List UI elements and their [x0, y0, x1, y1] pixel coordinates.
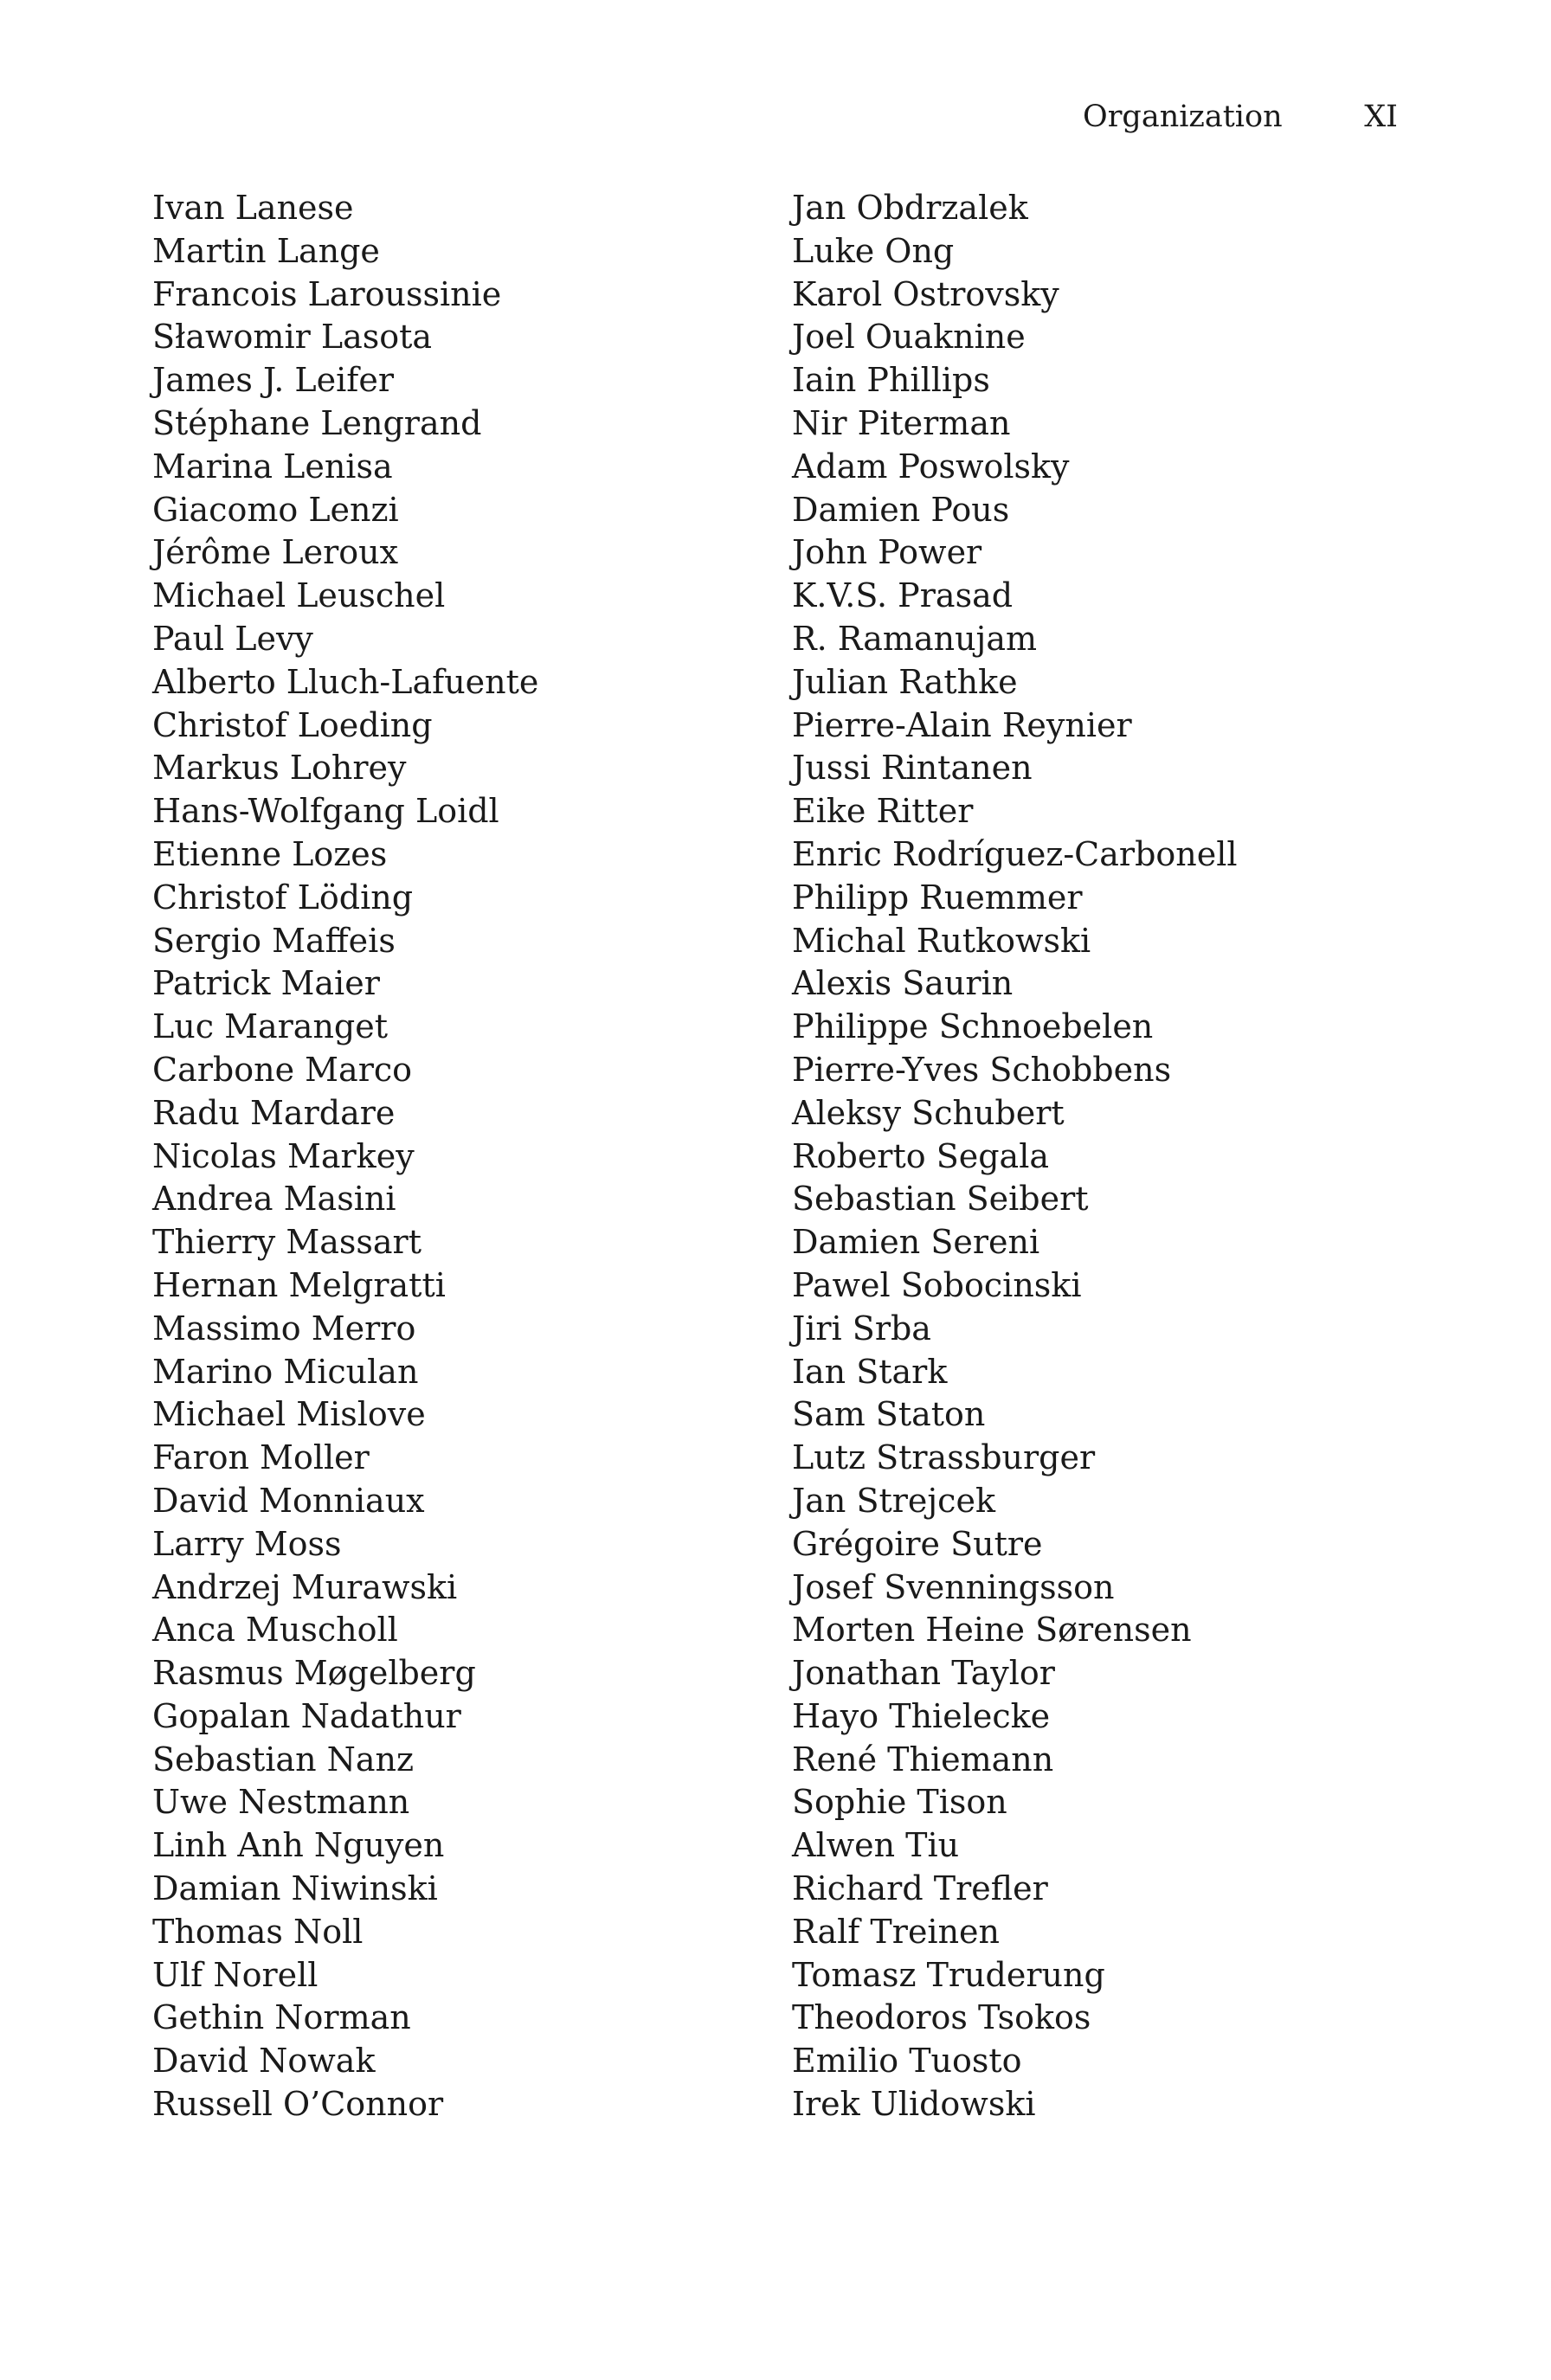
name-entry: Andrzej Murawski	[152, 1567, 458, 1606]
name-entry: David Monniaux	[152, 1481, 425, 1520]
name-entry: Sophie Tison	[792, 1783, 1007, 1822]
name-entry: Jiri Srba	[792, 1309, 931, 1348]
name-entry: Jan Obdrzalek	[792, 189, 1028, 227]
name-entry: Hernan Melgratti	[152, 1265, 446, 1304]
name-entry: Christof Loeding	[152, 705, 433, 744]
name-entry: Ralf Treinen	[792, 1912, 1001, 1951]
name-entry: Sergio Maffeis	[152, 921, 396, 960]
name-entry: Enric Rodríguez-Carbonell	[792, 834, 1238, 873]
name-entry: Josef Svenningsson	[792, 1567, 1115, 1606]
name-entry: Jussi Rintanen	[792, 749, 1033, 788]
name-entry: Julian Rathke	[792, 662, 1018, 701]
name-entry: Pierre-Yves Schobbens	[792, 1050, 1172, 1089]
name-entry: K.V.S. Prasad	[792, 576, 1014, 615]
name-entry: Sławomir Lasota	[152, 318, 433, 357]
name-entry: Larry Moss	[152, 1524, 342, 1563]
name-entry: Michael Mislove	[152, 1395, 426, 1434]
name-entry: Gethin Norman	[152, 1998, 411, 2037]
name-entry: Thierry Massart	[152, 1223, 422, 1262]
name-entry: John Power	[792, 533, 982, 572]
name-entry: Damien Sereni	[792, 1223, 1040, 1262]
name-entry: Roberto Segala	[792, 1136, 1050, 1175]
name-entry: Uwe Nestmann	[152, 1783, 410, 1822]
name-entry: Francois Laroussinie	[152, 274, 502, 313]
name-entry: Thomas Noll	[152, 1912, 364, 1951]
name-entry: Tomasz Truderung	[792, 1955, 1105, 1994]
running-head	[1083, 97, 1398, 137]
name-entry: Theodoros Tsokos	[792, 1998, 1091, 2037]
name-entry: David Nowak	[152, 2042, 376, 2081]
names-column-right	[792, 187, 1398, 2126]
name-entry: Michael Leuschel	[152, 576, 446, 615]
name-entry: Paul Levy	[152, 619, 313, 658]
name-entry: Pawel Sobocinski	[792, 1265, 1082, 1304]
name-entry: Gopalan Nadathur	[152, 1696, 461, 1735]
name-entry: Philippe Schnoebelen	[792, 1007, 1154, 1046]
name-entry: Sebastian Nanz	[152, 1740, 415, 1779]
name-entry: Hayo Thielecke	[792, 1696, 1051, 1735]
name-entry: R. Ramanujam	[792, 619, 1038, 658]
name-entry: Giacomo Lenzi	[152, 490, 399, 529]
name-entry: Ulf Norell	[152, 1955, 319, 1994]
name-entry: Emilio Tuosto	[792, 2042, 1022, 2081]
name-entry: Philipp Ruemmer	[792, 878, 1083, 917]
name-entry: Andrea Masini	[152, 1180, 396, 1219]
name-entry: Michal Rutkowski	[792, 921, 1091, 960]
name-entry: Nir Piterman	[792, 403, 1011, 442]
name-entry: Marina Lenisa	[152, 447, 393, 486]
name-entry: James J. Leifer	[152, 361, 395, 400]
name-entry: Jan Strejcek	[792, 1481, 995, 1520]
name-entry: Anca Muscholl	[152, 1611, 398, 1650]
section-title: Organization	[1083, 100, 1283, 134]
name-entry: Patrick Maier	[152, 964, 380, 1003]
name-entry: Luc Maranget	[152, 1007, 389, 1046]
name-entry: Adam Poswolsky	[792, 447, 1070, 486]
name-entry: Iain Phillips	[792, 361, 990, 400]
name-entry: Aleksy Schubert	[792, 1093, 1065, 1132]
name-entry: Linh Anh Nguyen	[152, 1826, 445, 1865]
name-entry: Irek Ulidowski	[792, 2085, 1036, 2124]
name-entry: Jérôme Leroux	[152, 533, 399, 572]
name-entry: Nicolas Markey	[152, 1136, 415, 1175]
name-entry: Rasmus Møgelberg	[152, 1654, 476, 1693]
name-entry: Markus Lohrey	[152, 749, 407, 788]
name-entry: Damian Niwinski	[152, 1869, 438, 1908]
name-entry: Hans-Wolfgang Loidl	[152, 792, 499, 831]
name-entry: Grégoire Sutre	[792, 1524, 1043, 1563]
name-entry: Damien Pous	[792, 490, 1010, 529]
name-entry: Faron Moller	[152, 1438, 370, 1477]
name-entry: Sebastian Seibert	[792, 1180, 1089, 1219]
name-entry: Karol Ostrovsky	[792, 274, 1059, 313]
name-entry: Lutz Strassburger	[792, 1438, 1096, 1477]
name-entry: Radu Mardare	[152, 1093, 396, 1132]
name-entry: Jonathan Taylor	[792, 1654, 1055, 1693]
name-entry: Christof Löding	[152, 878, 414, 917]
name-entry: Alwen Tiu	[792, 1826, 960, 1865]
name-entry: Alberto Lluch-Lafuente	[152, 662, 539, 701]
name-entry: Martin Lange	[152, 231, 380, 270]
name-entry: Luke Ong	[792, 231, 955, 270]
name-entry: Ian Stark	[792, 1352, 948, 1391]
name-entry: Sam Staton	[792, 1395, 986, 1434]
name-entry: Stéphane Lengrand	[152, 403, 482, 442]
names-column-left	[152, 187, 758, 2126]
name-entry: Marino Miculan	[152, 1352, 419, 1391]
name-entry: Morten Heine Sørensen	[792, 1611, 1192, 1650]
name-entry: Richard Trefler	[792, 1869, 1048, 1908]
name-entry: Joel Ouaknine	[792, 318, 1026, 357]
name-entry: Pierre-Alain Reynier	[792, 705, 1132, 744]
name-entry: Eike Ritter	[792, 792, 974, 831]
name-entry: René Thiemann	[792, 1740, 1054, 1779]
name-entry: Massimo Merro	[152, 1309, 416, 1348]
name-entry: Carbone Marco	[152, 1050, 413, 1089]
name-entry: Etienne Lozes	[152, 834, 388, 873]
page-number: XI	[1364, 100, 1398, 134]
name-entry: Alexis Saurin	[792, 964, 1014, 1003]
name-entry: Ivan Lanese	[152, 189, 354, 227]
name-entry: Russell O’Connor	[152, 2085, 444, 2124]
